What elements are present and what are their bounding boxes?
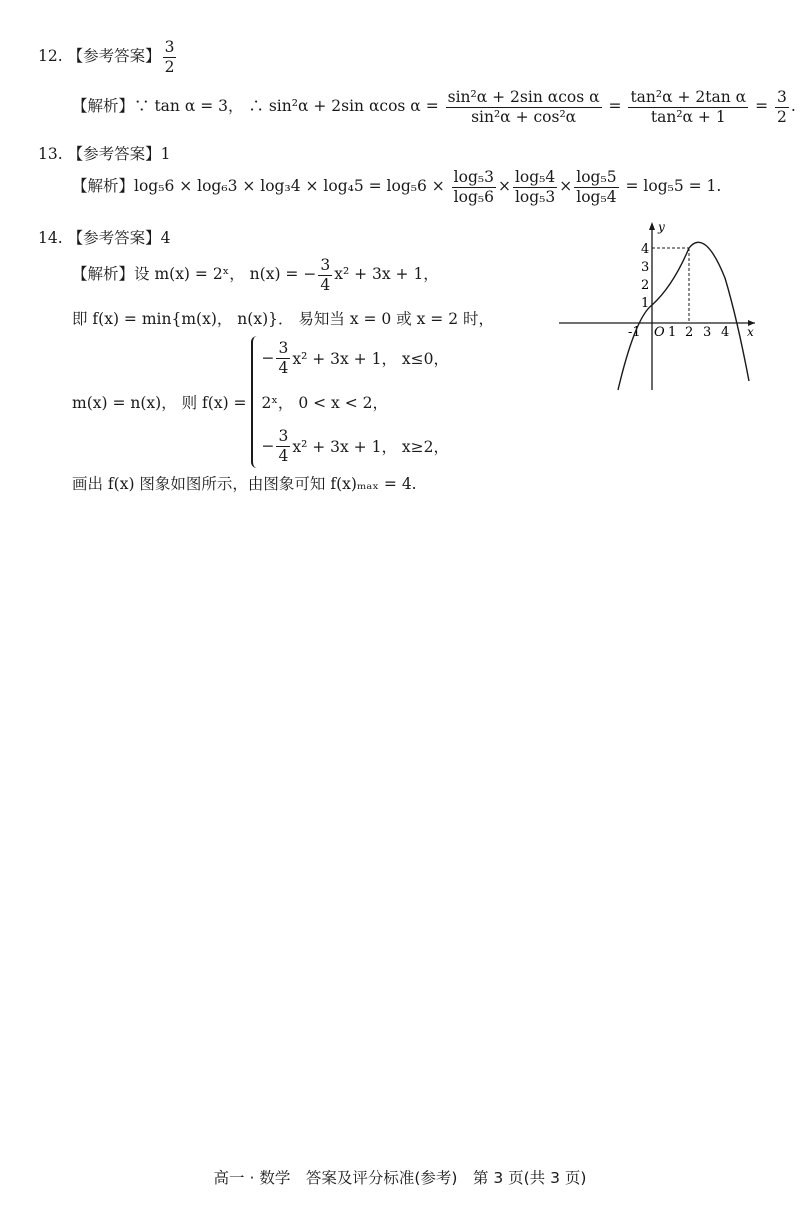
fraction-denominator: 4 (320, 275, 331, 294)
case-text: 2ˣ， 0 < x < 2， (261, 394, 388, 412)
fraction-2 (513, 168, 557, 206)
fraction-denominator: 4 (278, 446, 289, 465)
function-graph (555, 218, 765, 398)
fraction-3 (574, 168, 618, 206)
x-tick-label: 2 (685, 325, 694, 340)
q14-analysis-line-1 (72, 256, 439, 294)
fraction-denominator: 2 (777, 107, 787, 126)
x-tick-label: 4 (721, 325, 730, 340)
answer-tag: 【参考答案】 (67, 229, 161, 247)
fraction-numerator: sin²α + 2sin αcos α (447, 88, 600, 106)
question-number: 13. (38, 145, 63, 163)
fraction-1 (446, 88, 602, 126)
y-tick-labels (641, 242, 649, 311)
times-sign: × (559, 177, 573, 196)
x-tick-label: 1 (668, 325, 677, 340)
q14-analysis-line-2 (72, 307, 494, 329)
x-tick-label: 3 (703, 325, 712, 340)
fraction-denominator: log₅3 (514, 187, 556, 206)
fraction-numerator: 3 (164, 38, 175, 56)
q13-analysis-line (72, 168, 721, 206)
footer-text: 高一 · 数学 答案及评分标准(参考) 第 3 页(共 3 页) (213, 1169, 587, 1187)
analysis-text: log₅6 × log₆3 × log₃4 × log₄5 = log₅6 × (134, 177, 445, 196)
answer-tag: 【参考答案】 (67, 145, 161, 163)
fraction-denominator: log₅4 (576, 187, 617, 206)
fraction-numerator: 3 (777, 88, 787, 106)
analysis-text: 即 f(x) = min{m(x)， n(x)}． 易知当 x = 0 或 x = 2 时， (72, 310, 495, 328)
y-tick-label: 1 (641, 296, 650, 311)
fraction-denominator: log₅6 (453, 187, 494, 206)
answer-value: 4 (160, 229, 171, 247)
fraction-denominator: 2 (164, 57, 175, 76)
case-row-2 (261, 380, 449, 424)
answer-value: 1 (160, 145, 171, 163)
analysis-tag: 【解析】 (72, 177, 135, 196)
q14-piecewise (72, 336, 449, 468)
fraction (276, 427, 290, 465)
period: . (790, 97, 796, 116)
y-tick-label: 3 (641, 260, 650, 275)
fraction-1 (452, 168, 496, 206)
case-text: x² + 3x + 1， x≥2， (292, 438, 449, 456)
minus-sign: − (261, 437, 275, 455)
analysis-text: 设 m(x) = 2ˣ， n(x) = − (134, 265, 317, 284)
minus-sign: − (261, 349, 275, 367)
origin-label: O (654, 325, 665, 340)
analysis-tag: 【解析】 (72, 265, 135, 284)
fraction-numerator: log₅4 (514, 168, 556, 186)
fraction-numerator: 3 (278, 338, 289, 357)
question-number: 14. (38, 229, 63, 247)
case-row-3 (261, 424, 449, 468)
q13-answer-line (38, 142, 170, 164)
q12-answer-line (38, 38, 178, 76)
y-tick-label: 4 (641, 242, 650, 257)
fraction (276, 339, 290, 377)
y-tick-label: 2 (641, 278, 650, 293)
function-curve (618, 242, 749, 390)
x-tick-label: -1 (628, 325, 641, 340)
fraction-denominator: sin²α + cos²α (471, 107, 577, 126)
answer-fraction (163, 38, 177, 76)
q14-answer-line (38, 226, 170, 248)
analysis-text-end: x² + 3x + 1， (334, 265, 439, 284)
y-axis-label: y (658, 220, 665, 234)
analysis-tag: 【解析】 (72, 97, 135, 116)
equals-sign: = (608, 97, 622, 116)
x-tick-labels (628, 325, 729, 340)
case-row-1 (261, 336, 449, 380)
fraction-numerator: log₅3 (453, 168, 494, 186)
analysis-text: ∵ tan α = 3， ∴ sin²α + 2sin αcos α = (134, 97, 439, 116)
fraction-numerator: 3 (320, 256, 331, 274)
fraction-numerator: 3 (278, 426, 289, 445)
piecewise-intro: m(x) = n(x)， 则 f(x) = (72, 394, 247, 412)
y-axis-arrow (649, 222, 655, 230)
fraction-2 (628, 88, 748, 126)
page-footer (0, 1166, 800, 1188)
q12-analysis-line (72, 88, 796, 126)
fraction-denominator: 4 (278, 358, 289, 377)
piecewise-cases (251, 336, 449, 468)
fraction (318, 256, 332, 294)
q14-conclusion-line (72, 472, 417, 494)
analysis-text: 画出 f(x) 图象如图所示，由图象可知 f(x)ₘₐₓ = 4. (72, 475, 417, 493)
times-sign: × (497, 177, 511, 196)
analysis-text-end: = log₅5 = 1. (625, 177, 722, 196)
answer-tag: 【参考答案】 (67, 47, 161, 66)
fraction-denominator: tan²α + 1 (650, 107, 726, 126)
question-number: 12. (38, 47, 63, 66)
x-axis-label: x (747, 325, 754, 339)
fraction-numerator: log₅5 (576, 168, 617, 186)
fraction-3 (775, 88, 789, 126)
case-text: x² + 3x + 1， x≤0， (292, 350, 449, 368)
equals-sign: = (755, 97, 769, 116)
fraction-numerator: tan²α + 2tan α (630, 88, 747, 106)
